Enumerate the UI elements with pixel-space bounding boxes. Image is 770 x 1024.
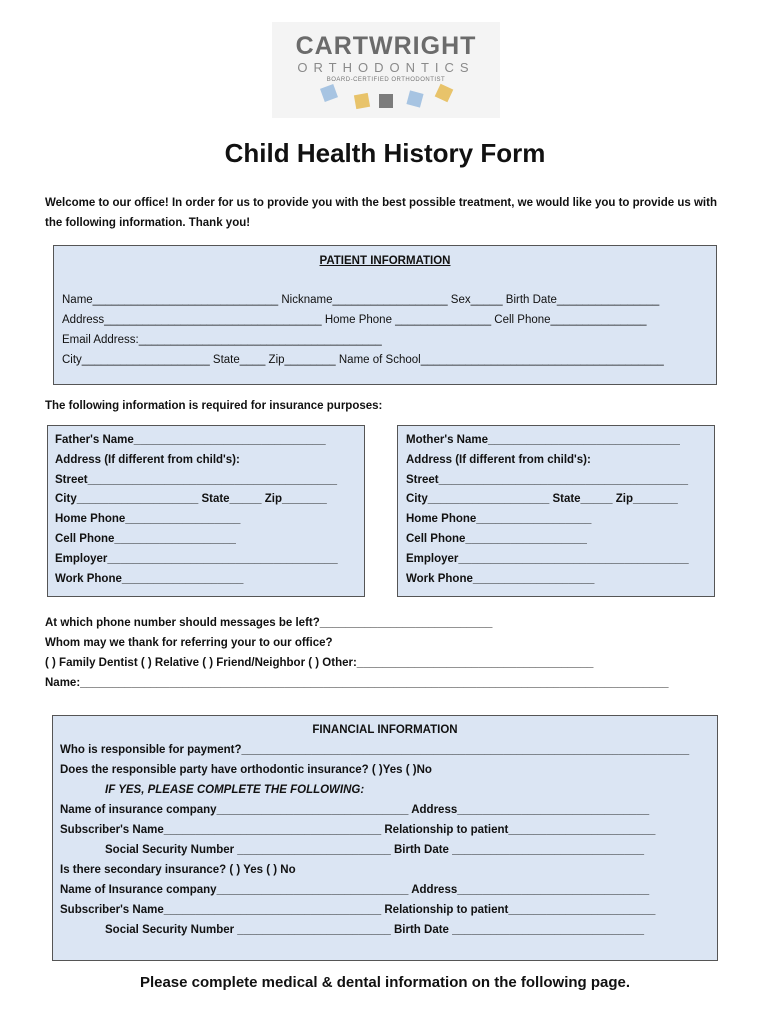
father-city[interactable]: City___________________ State_____ Zip_______ [55, 493, 327, 505]
father-address-label: Address (If different from child's): [55, 454, 240, 466]
logo-tile [354, 93, 370, 109]
has-ortho-insurance[interactable]: Does the responsible party have orthodontic insurance? ( )Yes ( )No [60, 764, 432, 776]
page-title: Child Health History Form [224, 138, 546, 168]
if-yes-note: IF YES, PLEASE COMPLETE THE FOLLOWING: [105, 784, 365, 796]
patient-line-address[interactable]: Address__________________________________ Home Phone _______________ Cell Phone_______________ [62, 314, 647, 326]
mother-employer[interactable]: Employer____________________________________ [406, 553, 689, 565]
footer-note: Please complete medical & dental information on the following page. [139, 974, 631, 991]
patient-info-heading: PATIENT INFORMATION [319, 255, 451, 267]
mother-home-phone[interactable]: Home Phone__________________ [406, 513, 592, 525]
mother-name[interactable]: Mother's Name______________________________ [406, 434, 680, 446]
logo-subtitle: ORTHODONTICS [297, 60, 475, 75]
referral-question: Whom may we thank for referring your to our office? [45, 637, 333, 649]
patient-line-name[interactable]: Name_____________________________ Nickname__________________ Sex_____ Birth Date________________ [62, 294, 660, 306]
mother-address-label: Address (If different from child's): [406, 454, 591, 466]
logo-tile [320, 84, 338, 102]
mother-city[interactable]: City___________________ State_____ Zip_______ [406, 493, 678, 505]
father-home-phone[interactable]: Home Phone__________________ [55, 513, 241, 525]
secondary-insurance[interactable]: Is there secondary insurance? ( ) Yes ( ) No [60, 864, 296, 876]
patient-line-email[interactable]: Email Address:______________________________________ [62, 334, 382, 346]
father-name[interactable]: Father's Name______________________________ [55, 434, 326, 446]
secondary-insurance-company[interactable]: Name of Insurance company______________________________ Address______________________________ [60, 884, 650, 896]
father-work-phone[interactable]: Work Phone___________________ [55, 573, 244, 585]
mother-work-phone[interactable]: Work Phone___________________ [406, 573, 595, 585]
logo [272, 22, 500, 118]
financial-info-heading: FINANCIAL INFORMATION [312, 724, 458, 736]
subscriber-ssn[interactable]: Social Security Number ________________________ Birth Date ______________________________ [105, 844, 645, 856]
referral-name[interactable]: Name:____________________________________________________________________________________________ [45, 677, 669, 689]
logo-tagline: BOARD-CERTIFIED ORTHODONTIST [326, 77, 446, 83]
logo-tile [406, 90, 423, 107]
subscriber-name[interactable]: Subscriber's Name__________________________________ Relationship to patient_______________________ [60, 824, 656, 836]
patient-line-city[interactable]: City____________________ State____ Zip________ Name of School______________________________________ [62, 354, 664, 366]
mother-street[interactable]: Street_______________________________________ [406, 474, 689, 486]
logo-brand: CARTWRIGHT [295, 32, 477, 60]
secondary-subscriber-ssn[interactable]: Social Security Number ________________________ Birth Date ______________________________ [105, 924, 645, 936]
intro-text: Welcome to our office! In order for us to provide you with the best possible treatment, we would like you to provide us with the following information. Thank you! [45, 197, 717, 229]
referral-options[interactable]: ( ) Family Dentist ( ) Relative ( ) Friend/Neighbor ( ) Other:_____________________________________ [45, 657, 594, 669]
insurance-company[interactable]: Name of insurance company______________________________ Address______________________________ [60, 804, 650, 816]
father-street[interactable]: Street_______________________________________ [55, 474, 338, 486]
secondary-subscriber-name[interactable]: Subscriber's Name__________________________________ Relationship to patient_______________________ [60, 904, 656, 916]
payment-responsible[interactable]: Who is responsible for payment?______________________________________________________________________ [60, 744, 690, 756]
logo-tile [379, 94, 393, 108]
mother-cell-phone[interactable]: Cell Phone___________________ [406, 533, 587, 545]
logo-tile [435, 84, 454, 103]
insurance-note: The following information is required for insurance purposes: [45, 400, 383, 412]
message-phone-question[interactable]: At which phone number should messages be left?___________________________ [45, 617, 493, 629]
father-cell-phone[interactable]: Cell Phone___________________ [55, 533, 236, 545]
father-employer[interactable]: Employer____________________________________ [55, 553, 338, 565]
